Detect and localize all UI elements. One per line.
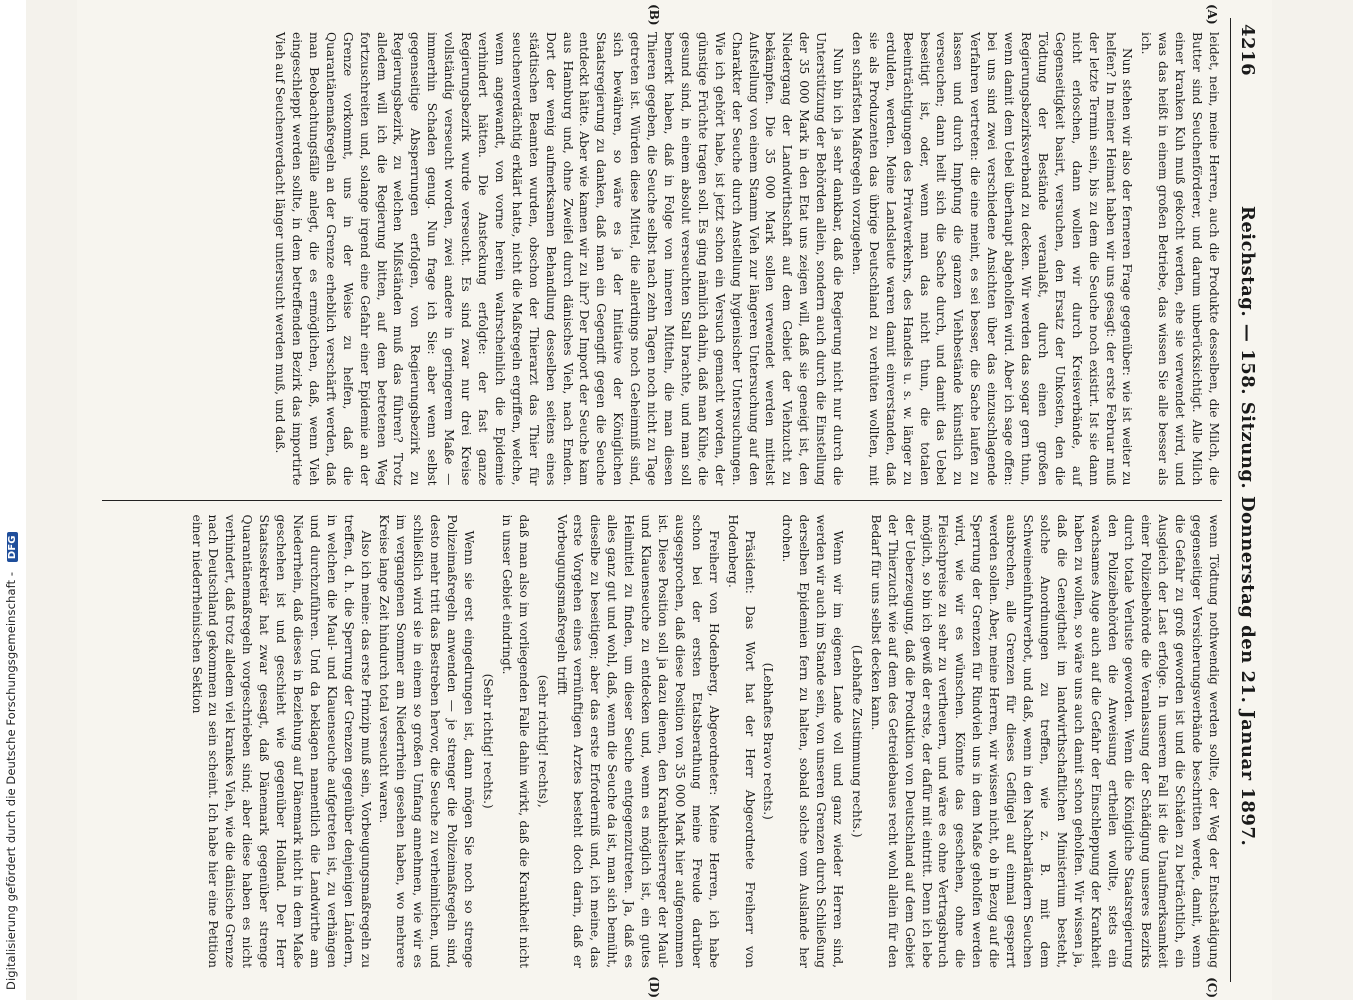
speaker-speech: Freiherr von Hodenberg, Abgeordneter: Meine Herren, ich habe schon bei der ersten Etatsberathung meine Freude darüber ausgesprochen, daß diese Position von 35 000 Mark hier aufgenommen ist. Diese Position soll ja dazu dienen, den Krankheitserreger der Maul- und Klauenseuche zu entdecken und, wenn es möglich ist, ein gutes Heilmittel zu finden, um dieser Seuche entgegenzutreten. Ja, daß es alles ganz gut und wohl, daß, wenn die Seuche da ist, man sich bemüht, dieselbe zu beseitigen; aber das erste Erforderniß und, ich meine, das erste Vorgehen eines vernünftigen Arztes besteht doch darin, daß er Vorbeugungsmaßregeln trifft [554, 514, 721, 968]
newspaper-page [77, 0, 1272, 1000]
margin-marker-a: (A) [1205, 4, 1219, 25]
interjection: (Sehr richtig! rechts.) [480, 673, 495, 809]
page-number: 4216 [1237, 24, 1258, 77]
margin-marker-b: (B) [647, 4, 661, 26]
page-title: Reichstag. — 158. Sitzung. Donnerstag den 21. Januar 1897. [1237, 205, 1258, 847]
margin-marker-d: (D) [647, 976, 661, 998]
paragraph: Wenn sie erst eingedrungen ist, dann mögen Sie noch so strenge Polizeimaßregeln anwenden — je strenger die Polizeimaßregeln sind, desto mehr tritt das Bestreben hervor, die Seuche zu verheimlichen, und schließlich wird sie in einem so großen Umfang annehmen, wie wir es im vergangenen Sommer am Niederrhein gesehen haben, wo mehrere Kreise lange Zeit hindurch total verseucht waren. [377, 514, 477, 968]
paragraph: Also ich meine: das erste Prinzip muß sein, Vorbeugungsmaßregeln zu treffen, d. h. die Sperrung der Grenzen gegenüber denjenigen Ländern, in welchen die Maul- und Klauenseuche aufgetreten ist, zu verhängen und durchzuführen. Und da beklagen namentlich die Landwirthe am Niederrhein, daß dieses in Beziehung auf Dänemark nicht in dem Maße geschehen ist und geschieht wie gegenüber Holland. Der Herr Staatssekretär hat zwar gesagt, daß Dänemark gegenüber strenge Quarantänemaßregeln vorgeschrieben sind; aber diese haben es nicht verhindert, daß trotz alledem viel krankes Vieh, wie die dänische Grenze nach Deutschland gekommen zu sein scheint. Ich habe hier eine Petition einer niederrheinischen Sektion [189, 514, 373, 968]
interjection: (Lebhaftes Bravo rechts.) [761, 662, 776, 820]
side-credit-strip [0, 0, 26, 1000]
margin-marker-c: (C) [1205, 977, 1219, 998]
interjection: (Lebhafte Zustimmung rechts.) [849, 644, 864, 838]
president-speech: Präsident: Das Wort hat der Herr Abgeordnete Freiherr von Hodenberg. [725, 514, 757, 968]
funding-credit [4, 532, 18, 990]
paragraph: Nun stehen wir also der ferneren Frage gegenüber: wie ist weiter zu helfen? In meiner Heimat haben wir uns gesagt: der erste Februar muß der letzte Termin sein, bis zu dem die Seuche noch existirt. Ist sie dann nicht erloschen, dann wollen wir durch Kreisverbände, auf Gegenseitigkeit basirt, versuchen, den Ersatz der Unkosten, den die Tödtung der Bestände veranlaßt, durch einen großen Regierungsbezirksverband zu decken. Wir werden das sogar gern thun, wenn damit dem Uebel überhaupt abgeholfen wird. Aber ich sage offen: bei uns sind zwei verschiedene Ansichten über das einzuschlagende Verfahren vertreten: die eine meint, es sei besser, die Sache laufen zu lassen und durch Impfung die ganzen Viehbestände künstlich zu verseuchen; dann heilt sich die Sache durch, und damit das Uebel beseitigt ist, oder, wenn man das nicht thun, die totalen Beeinträchtigungen des Privatverkehrs, des Handels u. s. w. länger zu erdulden, werden. Meine Landsleute waren damit einverstanden, daß sie als Produzenten das übrige Deutschland zu verhüten wollten, mit den schärfsten Maßregeln vorzugehen. [849, 32, 1135, 486]
dfg-logo: DFG [7, 532, 18, 562]
paragraph: Nun bin ich ja sehr dankbar, daß die Regierung nicht nur durch die Unterstützung der Behörden allein, sondern auch durch die Einstellung der 35 000 Mark in den Etat uns zeigen will, daß sie geneigt ist, den Niedergang der Landwirthschaft auf dem Gebiet der Viehzucht zu bekämpfen. Die 35 000 Mark sollen verwendet werden mittelst Aufstellung von einem Stamm Vieh zur längeren Untersuchung auf den Charakter der Seuche durch Anstellung hygienischer Untersuchungen. Wie ich gehört habe, ist jetzt schon ein Versuch gemacht worden, der günstige Früchte tragen soll. Es ging nämlich dahin, daß man Kühe, die gesund sind, in einem absolut verseuchten Stall brachte, und man soll bemerkt haben, daß in Folge von inneren Mitteln, die man diesen Thieren gegeben, die Seuche selbst nach zehn Tagen noch nicht zu Tage getreten ist. Würden diese Mittel, die allerdings noch Geheimniß sind, sich bewähren, so wäre es ja der Initiative der Königlichen Staatsregierung zu danken, daß man ein Gegengift gegen die Seuche entdeckt hätte. Aber wie kamen wir zu ihr? Der Import der Seuche kam aus Hamburg und, ohne Zweifel durch dänisches Vieh, nach Emden. Dort der wenig aufmerksamen Behandlung desselben seitens eines städtischen Beamten wurden, obschon der Thierarzt das Thier für seuchenverdächtig erklärt hatte, nicht die Maßregeln ergriffen, welche, wenn angewandt, von vorne herein wahrscheinlich die Epidemie verhindert hätten. Die Ansteckung erfolgte: der fast ganze Regierungsbezirk wurde verseucht. Es sind zwar nur drei Kreise vollständig verseucht worden, zwei andere in geringerem Maße — immerhin Schaden genug. Nun frage ich Sie: aber wenn selbst gegenseitige Absperrungen erfolgen, von Regierungsbezirk zu Regierungsbezirk, zu welchen Mißständen muß das führen? Trotz alledem will ich die Regierung bitten, auf dem betretenen Weg fortzuschreiten und, solange irgend eine Gefahr einer Epidemie an der Grenze vorkommt, uns in der Weise zu helfen, daß die Quarantänemaßregeln an der Grenze erheblich verschärft werden, daß man Beobachtungsfälle anlegt, die es ermöglichen, daß, wenn Vieh eingeschleppt werden sollte, in dem betreffenden Bezirk das importirte Vieh auf Seuchenverdacht länger untersucht werden muß, und daß. [273, 32, 846, 486]
interjection: (sehr richtig! rechts), [535, 674, 550, 808]
paragraph: Wenn wir im eigenen Lande voll und ganz wieder Herren sind, werden wir auch im Stande sein, von unseren Grenzen durch Schließung derselben Epidemien fern zu halten, sobald solche vom Auslande her drohen. [780, 514, 846, 968]
right-column [102, 500, 1222, 998]
paragraph: daß man also im vorliegenden Falle dahin wirkt, daß die Krankheit nicht in unser Gebiet eindringt. [499, 514, 531, 968]
funding-credit-text: Digitalisierung gefördert durch die Deutsche Forschungsgemeinschaft - [4, 571, 18, 990]
page-header [1230, 18, 1262, 982]
paragraph: leidet, nein, meine Herren, auch die Produkte desselben, die Milch, die Butter sind Seuchenförderer, und darum unberücksichtigt. Alle Milch einer kranken Kuh muß gekocht werden, ehe sie verwendet wird, und was das heißt in einem großen Betriebe, das wissen Sie alle besser als ich. [1139, 32, 1221, 486]
left-column [102, 4, 1222, 500]
paragraph: wenn Tödtung nothwendig werden sollte, der Weg der Entschädigung gegenseitiger Versicherungsverbände beschritten werde, damit, wenn die Gefahr zu groß geworden ist und die Schäden zu beträchtlich, ein Ausgleich der Last erfolge. In unserem Fall ist die Unaufmerksamkeit einer Polizeibehörde die Veranlassung der Schädigung unseres Bezirks durch totale Verluste geworden. Wenn die Königliche Staatsregierung den Polizeibehörden die Anweisung ertheilen wollte, stets ein wachsames Auge auch auf die Gefahr der Einschleppung der Krankheit haben zu wollen, so wäre uns auch damit schon geholfen. Wir wissen ja, daß die Geneigtheit im landwirthschaftlichen Ministerium besteht, solche Anordnungen zu treffen, wie z. B. mit dem Schweineeinfuhrverbot, und daß, wenn in den Nachbarländern Seuchen ausbrechen, alle Grenzen für dieses Geflügel auf einmal gesperrt werden sollen. Aber, meine Herren, wir wissen nicht, ob in Bezug auf die Sperrung der Grenzen für Rindvieh uns in dem Maße geholfen werden wird, wie wir es wünschen. Könnte das geschehen, ohne die Fleischpreise zu sehr zu vertheuern, und wäre es ohne Vertragsbruch möglich, so bin ich gewiß der erste, der dafür mit eintritt. Denn ich lebe der Ueberzeugung, daß die Produktion von Deutschland auf dem Gebiet der Thierzucht wie auf dem des Getreidebaues recht wohl allein für den Bedarf für uns selbst decken kann. [868, 514, 1221, 968]
text-columns [102, 4, 1222, 998]
